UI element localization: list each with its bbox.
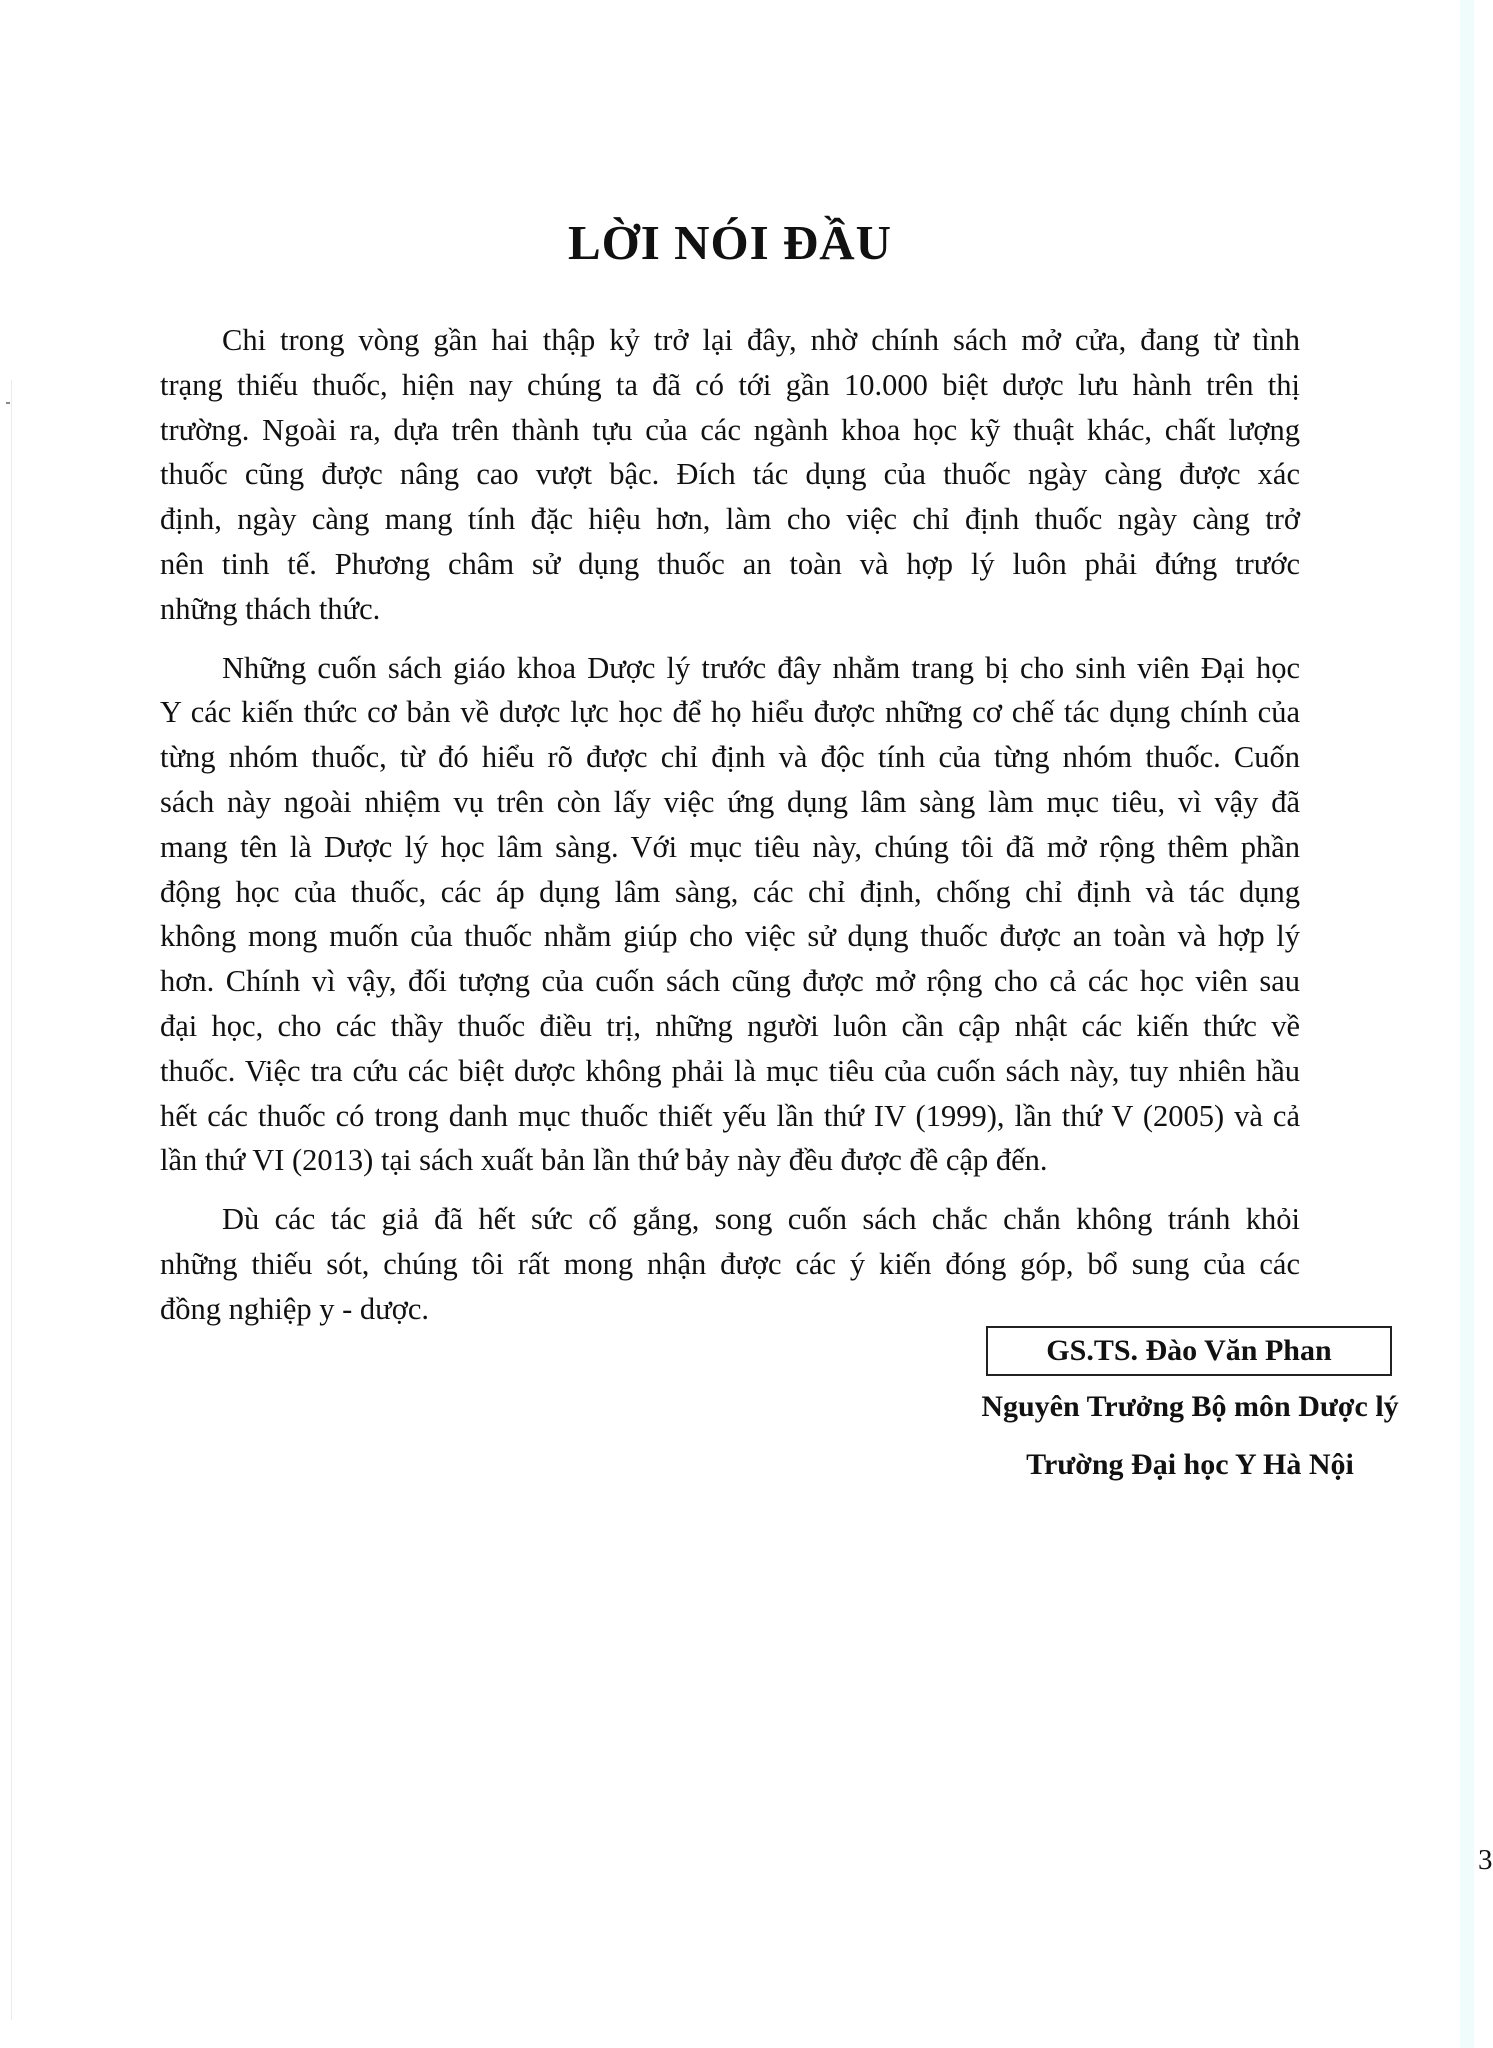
- text-line: sách này ngoài nhiệm vụ trên còn lấy việc ứng dụng lâm sàng làm mục tiêu, vì vậy đã: [160, 784, 1300, 819]
- text-line: từng nhóm thuốc, từ đó hiểu rõ được chỉ định và độc tính của từng nhóm thuốc. Cuốn: [160, 740, 1300, 775]
- page-title: LỜI NÓI ĐẦU: [567, 214, 893, 270]
- text-line: trạng thiếu thuốc, hiện nay chúng ta đã có tới gần 10.000 biệt dược lưu hành trên thị: [160, 367, 1300, 402]
- author-institution: Trường Đại học Y Hà Nội: [1026, 1448, 1354, 1481]
- text-line: lần thứ VI (2013) tại sách xuất bản lần thứ bảy này đều được đề cập đến.: [160, 1143, 1048, 1178]
- text-line: Dù các tác giả đã hết sức cố gắng, song cuốn sách chắc chắn không tránh khỏi: [222, 1202, 1300, 1237]
- text-line: động học của thuốc, các áp dụng lâm sàng, các chỉ định, chống chỉ định và tác dụng: [160, 874, 1300, 909]
- text-line: mang tên là Dược lý học lâm sàng. Với mục tiêu này, chúng tôi đã mở rộng thêm phần: [160, 829, 1300, 864]
- text-line: thuốc. Việc tra cứu các biệt dược không phải là mục tiêu của cuốn sách này, tuy nhiên hầu: [160, 1053, 1300, 1088]
- text-line: đại học, cho các thầy thuốc điều trị, những người luôn cần cập nhật các kiến thức về: [160, 1008, 1300, 1043]
- text-line: hơn. Chính vì vậy, đối tượng của cuốn sách cũng được mở rộng cho cả các học viên sau: [160, 964, 1300, 999]
- scan-edge-tint: [1460, 0, 1474, 2048]
- text-line: đồng nghiệp y - dược.: [160, 1291, 429, 1326]
- paragraph-2: [160, 646, 1300, 1184]
- author-name-box: GS.TS. Đào Văn Phan: [986, 1326, 1392, 1376]
- text-line: những thiếu sót, chúng tôi rất mong nhận được các ý kiến đóng góp, bổ sung của các: [160, 1246, 1300, 1281]
- text-line: thuốc cũng được nâng cao vượt bậc. Đích tác dụng của thuốc ngày càng được xác: [160, 457, 1300, 492]
- author-role: Nguyên Trưởng Bộ môn Dược lý: [981, 1390, 1399, 1423]
- text-line: hết các thuốc có trong danh mục thuốc thiết yếu lần thứ IV (1999), lần thứ V (2005) và cả: [160, 1098, 1300, 1133]
- paragraph-3: [160, 1197, 1300, 1331]
- preface-body: [160, 318, 1300, 1346]
- text-line: Y các kiến thức cơ bản về dược lực học để họ hiểu được những cơ chế tác dụng chính của: [160, 695, 1300, 730]
- text-line: Những cuốn sách giáo khoa Dược lý trước đây nhằm trang bị cho sinh viên Đại học: [222, 650, 1300, 685]
- scan-margin-line: [11, 380, 12, 2020]
- text-line: trường. Ngoài ra, dựa trên thành tựu của các ngành khoa học kỹ thuật khác, chất lượng: [160, 412, 1300, 447]
- text-line: nên tinh tế. Phương châm sử dụng thuốc an toàn và hợp lý luôn phải đứng trước: [160, 546, 1300, 581]
- text-line: Chi trong vòng gần hai thập kỷ trở lại đây, nhờ chính sách mở cửa, đang từ tình: [222, 323, 1300, 357]
- text-line: định, ngày càng mang tính đặc hiệu hơn, làm cho việc chỉ định thuốc ngày càng trở: [160, 502, 1300, 537]
- scan-artifact-mark: [6, 402, 10, 404]
- paragraph-1: [160, 318, 1300, 632]
- text-line: những thách thức.: [160, 591, 381, 626]
- text-line: không mong muốn của thuốc nhằm giúp cho việc sử dụng thuốc được an toàn và hợp lý: [160, 919, 1300, 954]
- page-number: 3: [1478, 1844, 1493, 1876]
